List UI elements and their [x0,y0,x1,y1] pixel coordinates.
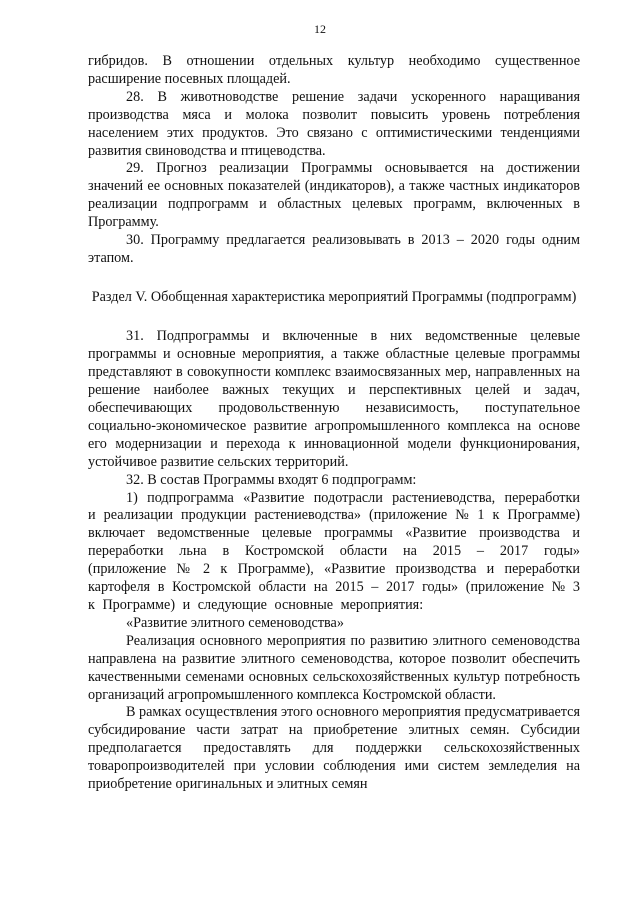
paragraph-31: 31. Подпрограммы и включенные в них ведомственные целевые программы и основные мероприятия, а также областные целевые программы представляют в совокупности комплекс взаимосвязанных мер, направленных на решение наиболее важных текущих и перспективных целей и задач, обеспечивающих продовольственную независимость, поступательное социально-экономическое развитие агропромышленного комплекса на основе его модернизации и перехода к инновационной модели функционирования, устойчивое развитие сельских территорий. [88,328,580,470]
paragraph-32: 32. В состав Программы входят 6 подпрограмм: [126,471,417,488]
paragraph-30: 30. Программу предлагается реализовывать в 2013 – 2020 годы одним этапом. [88,232,580,266]
document-body [88,53,580,794]
section-heading: Раздел V. Обобщенная характеристика мероприятий Программы (подпрограмм) [91,288,577,305]
page-number: 12 [314,22,326,36]
paragraph-32-item-1: 1) подпрограмма «Развитие подотрасли растениеводства, переработки и реализации продукции растениеводства» (приложение № 1 к Программе) включает ведомственные целевые программы «Развитие производства и переработки льна в Костромской области на 2015 – 2017 годы» (приложение № 2 к Программе), «Развитие производства и переработки картофеля в Костромской области на 2015 – 2017 годы» (приложение № 3 к Программе) и следующие основные мероприятия: [88,489,580,613]
paragraph-realization: Реализация основного мероприятия по развитию элитного семеноводства направлена на развитие элитного семеноводства, которое позволит обеспечить качественными семенами основных сельскохозяйственных культур потребность организаций агропромышленного комплекса Костромской области. [88,632,580,703]
paragraph-continuation: гибридов. В отношении отдельных культур необходимо существенное расширение посевных площадей. [88,53,580,87]
paragraph-subsidy: В рамках осуществления этого основного мероприятия предусматривается субсидирование части затрат на приобретение элитных семян. Субсидии предполагается предоставлять для поддержки сельскохозяйственных товаропроизводителей при условии соблюдения ими систем земледелия на приобретение оригинальных и элитных семян [88,704,580,793]
paragraph-28: 28. В животноводстве решение задачи ускоренного наращивания производства мяса и молока позволит повысить уровень потребления населением этих продуктов. Это связано с оптимистическими тенденциями развития свиноводства и птицеводства. [88,88,580,159]
paragraph-29: 29. Прогноз реализации Программы основывается на достижении значений ее основных показателей (индикаторов), а также частных индикаторов реализации подпрограмм и областных целевых программ, включенных в Программу. [88,160,580,231]
measure-title: «Развитие элитного семеноводства» [126,614,344,631]
